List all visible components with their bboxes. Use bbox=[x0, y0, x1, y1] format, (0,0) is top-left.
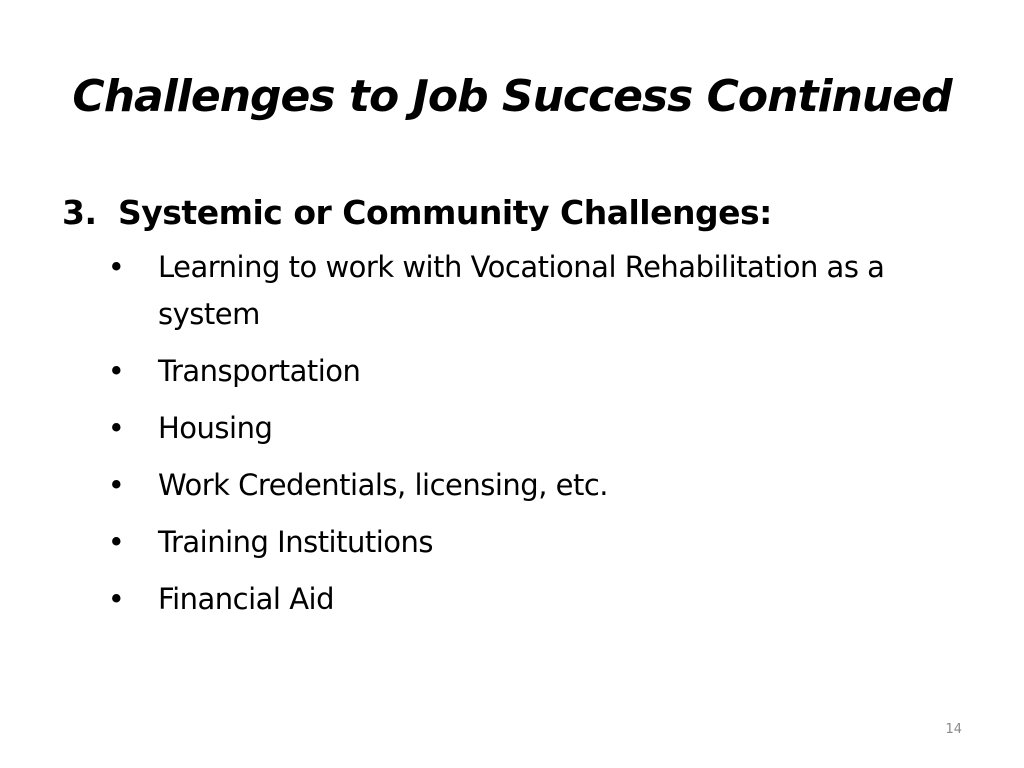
section-heading bbox=[62, 188, 962, 238]
bullet-icon: • bbox=[107, 354, 125, 388]
section-title: Systemic or Community Challenges: bbox=[118, 193, 772, 232]
bullet-item bbox=[62, 244, 918, 338]
bullet-item bbox=[62, 576, 918, 623]
bullet-list bbox=[62, 244, 962, 623]
bullet-text: Work Credentials, licensing, etc. bbox=[158, 468, 609, 502]
bullet-icon: • bbox=[107, 525, 125, 559]
section-systemic-challenges bbox=[62, 188, 962, 633]
bullet-text: Transportation bbox=[158, 354, 361, 388]
bullet-item bbox=[62, 405, 918, 452]
bullet-item bbox=[62, 348, 918, 395]
bullet-item bbox=[62, 519, 918, 566]
bullet-text: Financial Aid bbox=[158, 582, 335, 616]
bullet-text: Learning to work with Vocational Rehabilitation as a system bbox=[158, 250, 885, 331]
bullet-icon: • bbox=[107, 582, 125, 616]
slide-title: Challenges to Job Success Continued bbox=[72, 71, 952, 122]
page-number: 14 bbox=[945, 722, 962, 737]
bullet-icon: • bbox=[107, 411, 125, 445]
bullet-item bbox=[62, 462, 918, 509]
bullet-text: Housing bbox=[158, 411, 273, 445]
section-number: 3. bbox=[62, 193, 97, 232]
bullet-icon: • bbox=[107, 250, 125, 284]
bullet-text: Training Institutions bbox=[158, 525, 434, 559]
bullet-icon: • bbox=[107, 468, 125, 502]
